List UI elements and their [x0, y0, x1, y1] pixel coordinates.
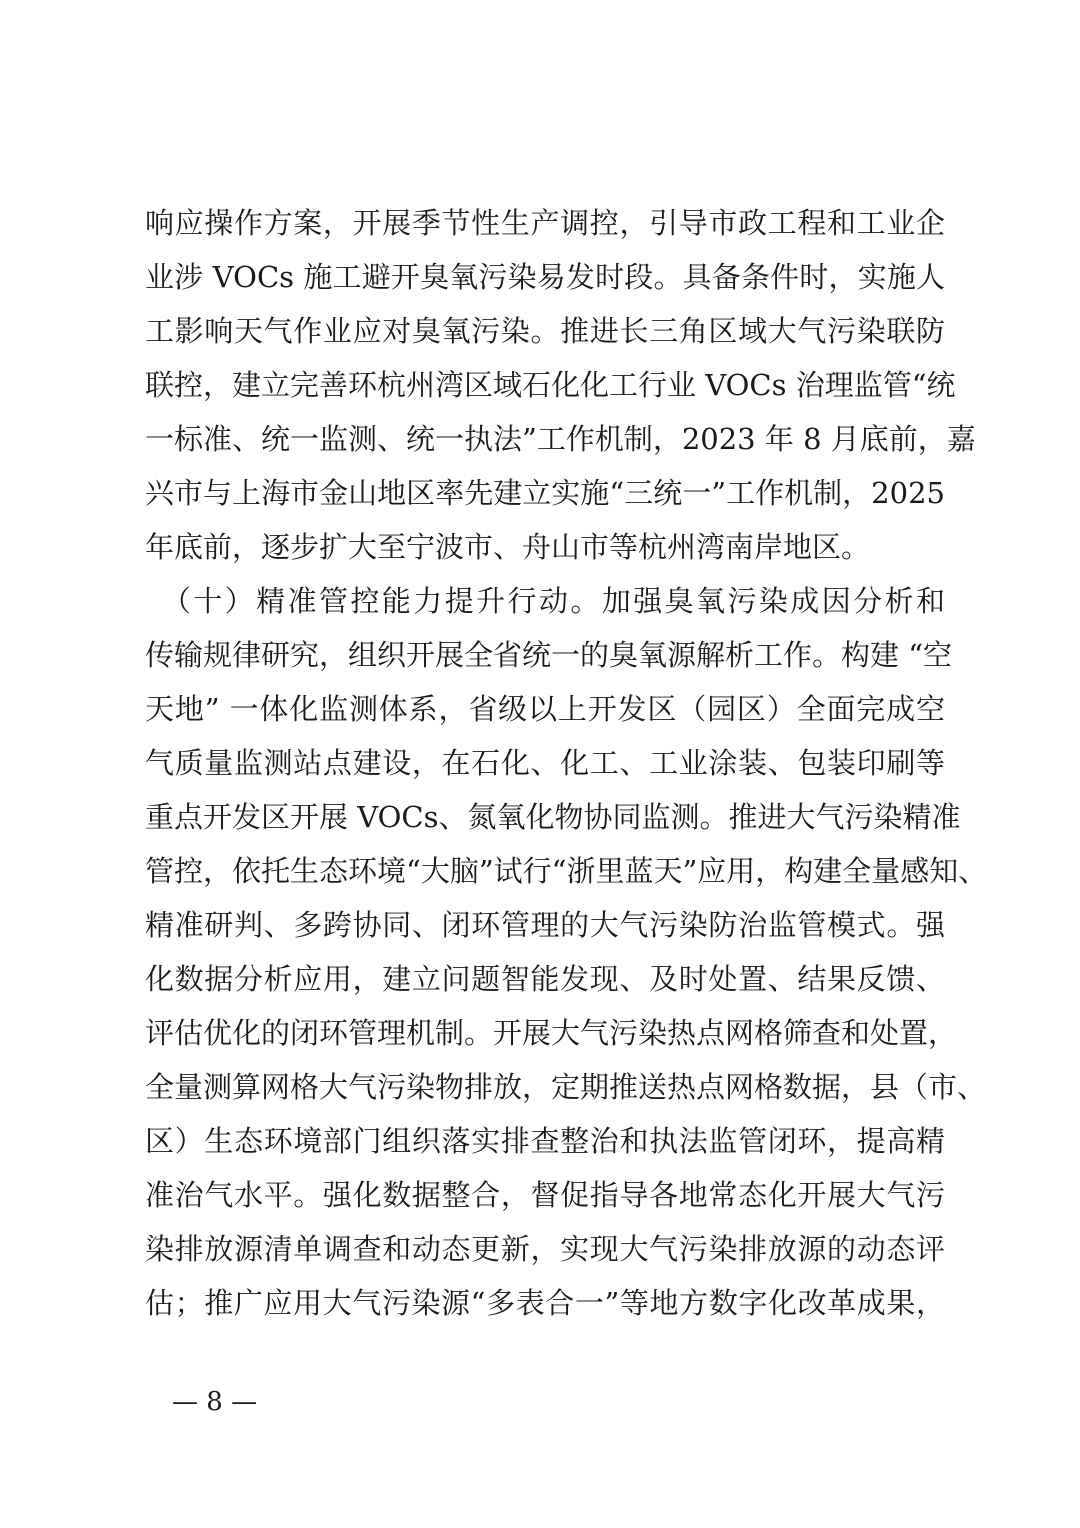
text-line: 重点开发区开展 VOCs、氮氧化物协同监测。推进大气污染精准 [145, 800, 961, 834]
text-line: 区）生态环境部门组织落实排查整治和执法监管闭环，提高精 [145, 1124, 945, 1158]
text-line: 染排放源清单调查和动态更新，实现大气污染排放源的动态评 [145, 1232, 945, 1266]
text-line: 全量测算网格大气污染物排放，定期推送热点网格数据，县（市、 [145, 1070, 987, 1104]
page-number: — 8 — [172, 1387, 258, 1417]
body-text [145, 196, 988, 1330]
text-line: 工影响天气作业应对臭氧污染。推进长三角区域大气污染联防 [145, 314, 945, 348]
text-line: 兴市与上海市金山地区率先建立实施“三统一”工作机制，2025 [145, 476, 945, 510]
text-line: 一标准、统一监测、统一执法”工作机制，2023 年 8 月底前，嘉 [145, 422, 976, 456]
text-line: 年底前，逐步扩大至宁波市、舟山市等杭州湾南岸地区。 [145, 530, 871, 564]
text-line: 评估优化的闭环管理机制。开展大气污染热点网格筛查和处置， [145, 1016, 958, 1050]
text-line: 响应操作方案，开展季节性生产调控，引导市政工程和工业企 [145, 206, 945, 240]
text-line: 估；推广应用大气污染源“多表合一”等地方数字化改革成果， [145, 1286, 945, 1320]
text-line: （十）精准管控能力提升行动。加强臭氧污染成因分析和 [145, 584, 945, 618]
text-line: 传输规律研究，组织开展全省统一的臭氧源解析工作。构建 “空 [145, 638, 953, 672]
text-line: 准治气水平。强化数据整合，督促指导各地常态化开展大气污 [145, 1178, 945, 1212]
text-line: 管控，依托生态环境“大脑”试行“浙里蓝天”应用，构建全量感知、 [145, 854, 988, 888]
text-line: 联控，建立完善环杭州湾区域石化化工行业 VOCs 治理监管“统 [145, 368, 956, 402]
text-line: 气质量监测站点建设，在石化、化工、工业涂装、包装印刷等 [145, 746, 945, 780]
text-line: 天地” 一体化监测体系，省级以上开发区（园区）全面完成空 [145, 692, 945, 726]
text-line: 精准研判、多跨协同、闭环管理的大气污染防治监管模式。强 [145, 908, 945, 942]
text-line: 化数据分析应用，建立问题智能发现、及时处置、结果反馈、 [145, 962, 945, 996]
text-line: 业涉 VOCs 施工避开臭氧污染易发时段。具备条件时，实施人 [145, 260, 945, 294]
